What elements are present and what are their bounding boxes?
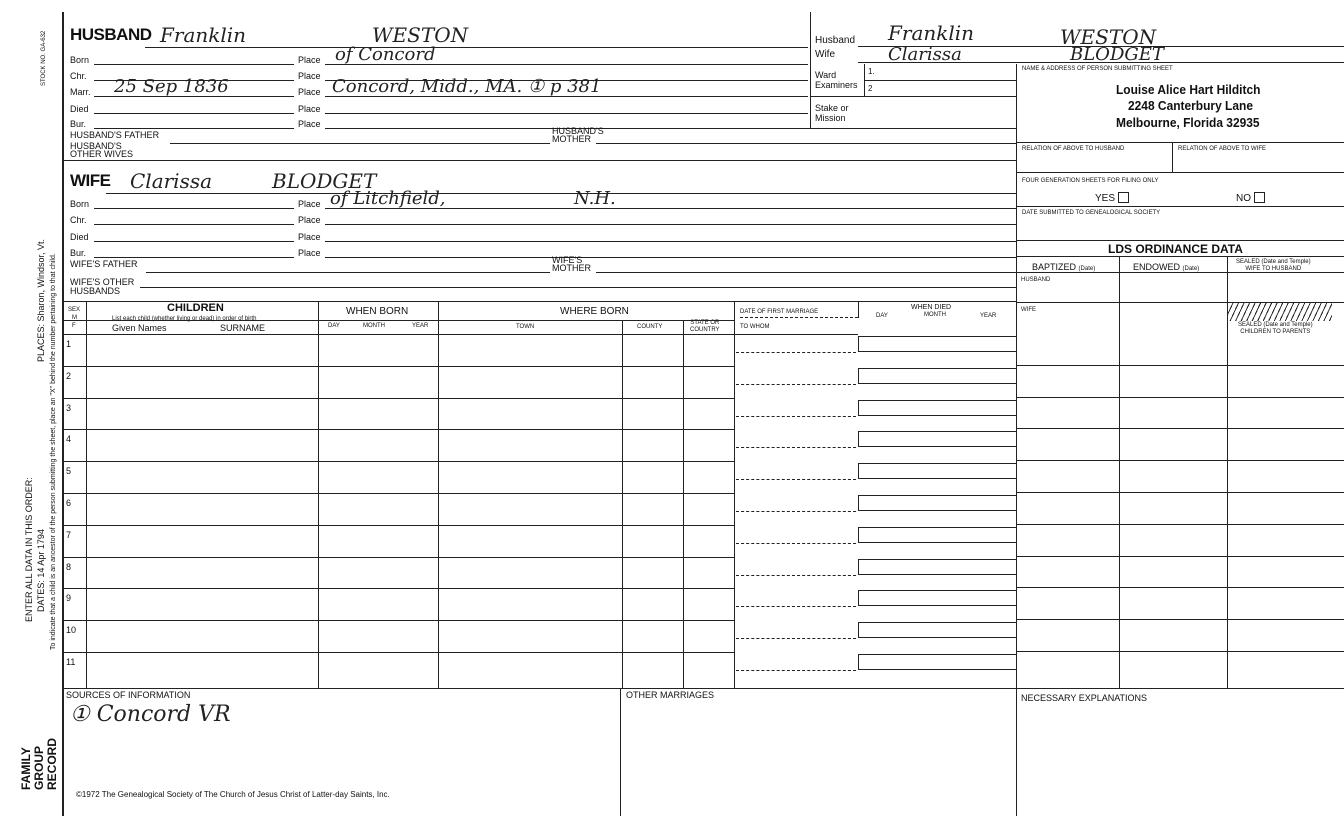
death-date-box[interactable] (858, 495, 1016, 511)
copyright: ©1972 The Genealogical Society of The Church of Jesus Christ of Latter-day Saints, Inc. (76, 790, 390, 799)
death-date-box[interactable] (858, 463, 1016, 479)
surname-header: SURNAME (220, 323, 266, 333)
county-header: COUNTY (637, 324, 663, 330)
child-row-number: 4 (66, 434, 72, 444)
ancestor-note: To indicate that a child is an ancestor of the person submitting the sheet, place an "X" behind the number pertaining to that child. (50, 253, 57, 650)
died-year-header: YEAR (980, 313, 997, 319)
wife-bur-place-label: Place (298, 248, 321, 258)
lds-wife-label: WIFE (1021, 307, 1036, 313)
endowed-label: ENDOWED (Date) (1133, 262, 1200, 272)
dates-note: DATES: 14 Apr 1794 (36, 529, 46, 612)
hatch-block (1228, 303, 1332, 321)
lds-title: LDS ORDINANCE DATA (1108, 242, 1243, 256)
source-entry[interactable]: ① Concord VR (70, 702, 231, 727)
marriage-date[interactable]: 25 Sep 1836 (114, 76, 229, 97)
header-wife-label: Wife (815, 49, 835, 60)
husband-chr-place-label: Place (298, 71, 321, 81)
when-born-header: WHEN BORN (346, 306, 409, 317)
wife-born-place[interactable]: of Litchfield, (330, 188, 446, 209)
ward-label: Ward (815, 70, 837, 80)
wife-born-place-label: Place (298, 199, 321, 209)
lds-husband-label: HUSBAND (1021, 277, 1051, 283)
yes-checkbox[interactable]: YES (1095, 192, 1129, 204)
no-checkbox[interactable]: NO (1236, 192, 1265, 204)
marriage-place[interactable]: Concord, Midd., MA. ① p 381 (332, 76, 602, 97)
baptized-label: BAPTIZED (Date) (1032, 262, 1096, 272)
examiner-1: 1. (868, 67, 875, 76)
death-date-box[interactable] (858, 622, 1016, 638)
child-row-number: 9 (66, 593, 72, 603)
husband-father-label: HUSBAND'S FATHER (70, 130, 160, 140)
husband-given-name[interactable]: Franklin (160, 23, 247, 47)
died-month-header: MONTH (924, 312, 946, 318)
husband-bur-label: Bur. (70, 119, 87, 129)
header-wife-surname[interactable]: BLODGET (1070, 44, 1164, 65)
sources-label: SOURCES OF INFORMATION (66, 690, 191, 700)
sealed-wife-label: SEALED (Date and Temple) WIFE TO HUSBAND (1236, 259, 1311, 272)
submitter-city[interactable]: Melbourne, Florida 32935 (1116, 115, 1260, 130)
sex-header: SEX M F (68, 307, 81, 329)
wife-born-label: Born (70, 199, 90, 209)
husband-marr-label: Marr. (70, 87, 91, 97)
wife-father-label: WIFE'S FATHER (70, 259, 138, 269)
stake-label: Stake or (815, 103, 849, 113)
order-note: ENTER ALL DATA IN THIS ORDER: (24, 477, 34, 622)
child-row-number: 10 (66, 625, 77, 635)
wife-heading: WIFE (70, 171, 111, 190)
state-header: STATE OR COUNTRY (690, 320, 720, 333)
form-title: FAMILY GROUP RECORD (19, 737, 59, 790)
wife-bur-label: Bur. (70, 248, 87, 258)
other-marriages-label: OTHER MARRIAGES (626, 690, 715, 700)
death-date-box[interactable] (858, 527, 1016, 543)
relation-wife-label: RELATION OF ABOVE TO WIFE (1178, 146, 1267, 152)
children-instr: List each child (whether living or dead) in order of birth (112, 316, 257, 322)
died-day-header: DAY (876, 313, 888, 319)
children-title: CHILDREN (167, 302, 224, 314)
sealed-children-label: SEALED (Date and Temple) CHILDREN TO PARENTS (1238, 322, 1313, 335)
header-husband-given[interactable]: Franklin (888, 21, 975, 45)
wife-mother-label: WIFE'S MOTHER (552, 255, 591, 273)
husband-born-label: Born (70, 55, 90, 65)
date-submitted-label: DATE SUBMITTED TO GENEALOGICAL SOCIETY (1022, 210, 1161, 216)
husband-surname[interactable]: WESTON (372, 23, 469, 47)
header-husband-surname[interactable]: WESTON (1060, 25, 1157, 49)
death-date-box[interactable] (858, 400, 1016, 416)
where-born-header: WHERE BORN (560, 306, 629, 317)
four-generation-label: FOUR GENERATION SHEETS FOR FILING ONLY (1022, 178, 1159, 184)
wife-died-label: Died (70, 232, 89, 242)
child-row-number: 3 (66, 403, 72, 413)
first-marriage-header: DATE OF FIRST MARRIAGE (740, 309, 819, 315)
husband-born-place[interactable]: of Concord (335, 44, 436, 65)
examiner-2: 2 (868, 84, 873, 93)
necessary-explanations-label: NECESSARY EXPLANATIONS (1021, 693, 1148, 703)
death-date-box[interactable] (858, 368, 1016, 384)
submitter-name[interactable]: Louise Alice Hart Hilditch (1116, 82, 1261, 97)
death-date-box[interactable] (858, 559, 1016, 575)
wife-given-name[interactable]: Clarissa (130, 169, 213, 193)
wife-died-place-label: Place (298, 232, 321, 242)
to-whom-header: TO WHOM (740, 324, 770, 330)
given-names-header: Given Names (112, 323, 167, 333)
submitter-street[interactable]: 2248 Canterbury Lane (1128, 98, 1253, 113)
husband-chr-label: Chr. (70, 71, 87, 81)
child-row-number: 2 (66, 371, 72, 381)
submitter-label: NAME & ADDRESS OF PERSON SUBMITTING SHEET (1022, 66, 1173, 72)
mission-label: Mission (815, 113, 846, 123)
header-husband-label: Husband (815, 35, 856, 46)
when-died-header: WHEN DIED (911, 304, 952, 311)
born-month-header: MONTH (363, 323, 385, 329)
husband-bur-place-label: Place (298, 119, 321, 129)
death-date-box[interactable] (858, 654, 1016, 670)
born-year-header: YEAR (412, 323, 429, 329)
death-date-box[interactable] (858, 590, 1016, 606)
child-row-number: 7 (66, 530, 72, 540)
child-row-number: 6 (66, 498, 72, 508)
child-row-number: 11 (66, 657, 76, 667)
child-row-number: 8 (66, 562, 72, 572)
death-date-box[interactable] (858, 336, 1016, 352)
examiners-label: Examiners (815, 80, 858, 90)
wife-born-state[interactable]: N.H. (574, 188, 616, 209)
husband-born-place-label: Place (298, 55, 321, 65)
husband-died-place-label: Place (298, 104, 321, 114)
wife-chr-place-label: Place (298, 215, 321, 225)
stock-number: STOCK NO. GA-632 (41, 30, 47, 86)
husband-mother-label: HUSBAND'S MOTHER (552, 126, 604, 144)
header-wife-given[interactable]: Clarissa (888, 44, 962, 65)
wife-surname[interactable]: BLODGET (272, 169, 377, 193)
places-note: PLACES: Sharon, Windsor, Vt. (36, 238, 46, 362)
wife-chr-label: Chr. (70, 215, 87, 225)
husband-died-label: Died (70, 104, 89, 114)
relation-husband-label: RELATION OF ABOVE TO HUSBAND (1022, 146, 1125, 152)
born-day-header: DAY (328, 323, 340, 329)
husband-marr-place-label: Place (298, 87, 321, 97)
wife-other-husbands-label: WIFE'S OTHER HUSBANDS (70, 277, 135, 296)
death-date-box[interactable] (858, 431, 1016, 447)
husband-heading: HUSBAND (70, 25, 152, 44)
husband-other-wives-label: HUSBAND'S OTHER WIVES (70, 141, 134, 159)
child-row-number: 1 (66, 339, 72, 349)
town-header: TOWN (516, 324, 535, 330)
child-row-number: 5 (66, 466, 72, 476)
